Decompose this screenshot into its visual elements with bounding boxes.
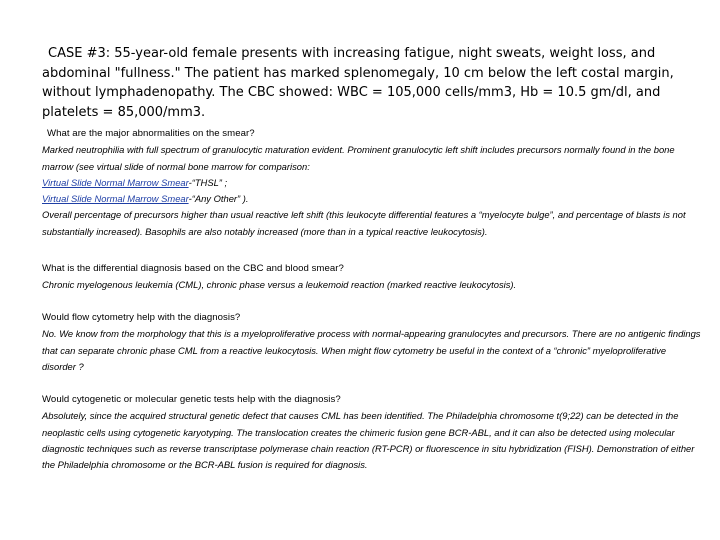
case-description: [42, 44, 682, 122]
answer-rest: Overall percentage of precursors higher than usual reactive left shift (this leukocyte differential features a “myelocyte bulge”, and percentage of blasts is not substantially increased). Basophils are also notably increased (more than in a typical reactive leukocytosis).: [42, 209, 686, 237]
answer-text: Chronic myelogenous leukemia (CML), chronic phase versus a leukemoid reaction (marked reactive leukocytosis).: [42, 279, 517, 291]
answer-text: [42, 142, 702, 240]
question-heading: What is the differential diagnosis based on the CBC and blood smear?: [42, 263, 344, 274]
qa-section-cytogenetics: [42, 392, 702, 473]
answer-text: No. We know from the morphology that this is a myeloproliferative process with normal-appearing granulocytes and precursors. There are no antigenic findings that can separate chronic phase CML from a reactive leukocytosis. When might flow cytometry be useful in the context of a “chronic” myeloproliferative disorder ?: [42, 328, 701, 372]
link-suffix: -“Any Other” ).: [188, 193, 249, 205]
case-text: 55-year-old female presents with increasing fatigue, night sweats, weight loss, and abdominal "fullness." The patient has marked splenomegaly, 10 cm below the left costal margin, without lymphadenopathy. The CBC showed: WBC = 105,000 cells/mm3, Hb = 10.5 gm/dl, and platelets = 85,000/mm3.: [42, 46, 674, 120]
qa-section-abnormalities: [42, 126, 702, 240]
answer-intro: Marked neutrophilia with full spectrum of granulocytic maturation evident. Prominent granulocytic left shift includes precursors normally found in the bone marrow (see virtual slide of normal bone marrow for comparison:: [42, 144, 675, 172]
virtual-slide-link-thsl[interactable]: Virtual Slide Normal Marrow Smear: [42, 176, 189, 188]
qa-section-flow-cytometry: [42, 310, 702, 375]
link-suffix: -“THSL” ;: [188, 176, 228, 188]
virtual-slide-link-any-other[interactable]: Virtual Slide Normal Marrow Smear: [42, 193, 189, 205]
question-heading: Would cytogenetic or molecular genetic tests help with the diagnosis?: [42, 394, 341, 405]
qa-section-differential: [42, 261, 702, 294]
case-label: CASE #3:: [48, 46, 111, 61]
answer-text: Absolutely, since the acquired structural genetic defect that causes CML has been identified. The Philadelphia chromosome t(9;22) can be detected in the neoplastic cells using cytogenetic karyotyping. The translocation creates the chimeric fusion gene BCR-ABL, and it can also be detected using molecular diagnostic techniques such as reverse transcriptase polymerase chain reaction (RT-PCR) or fluorescence in situ hybridization (FISH). Demonstration of either the Philadelphia chromosome or the BCR-ABL fusion is required for diagnosis.: [42, 410, 695, 471]
question-heading: Would flow cytometry help with the diagnosis?: [42, 312, 241, 323]
question-heading: What are the major abnormalities on the smear?: [47, 128, 255, 139]
